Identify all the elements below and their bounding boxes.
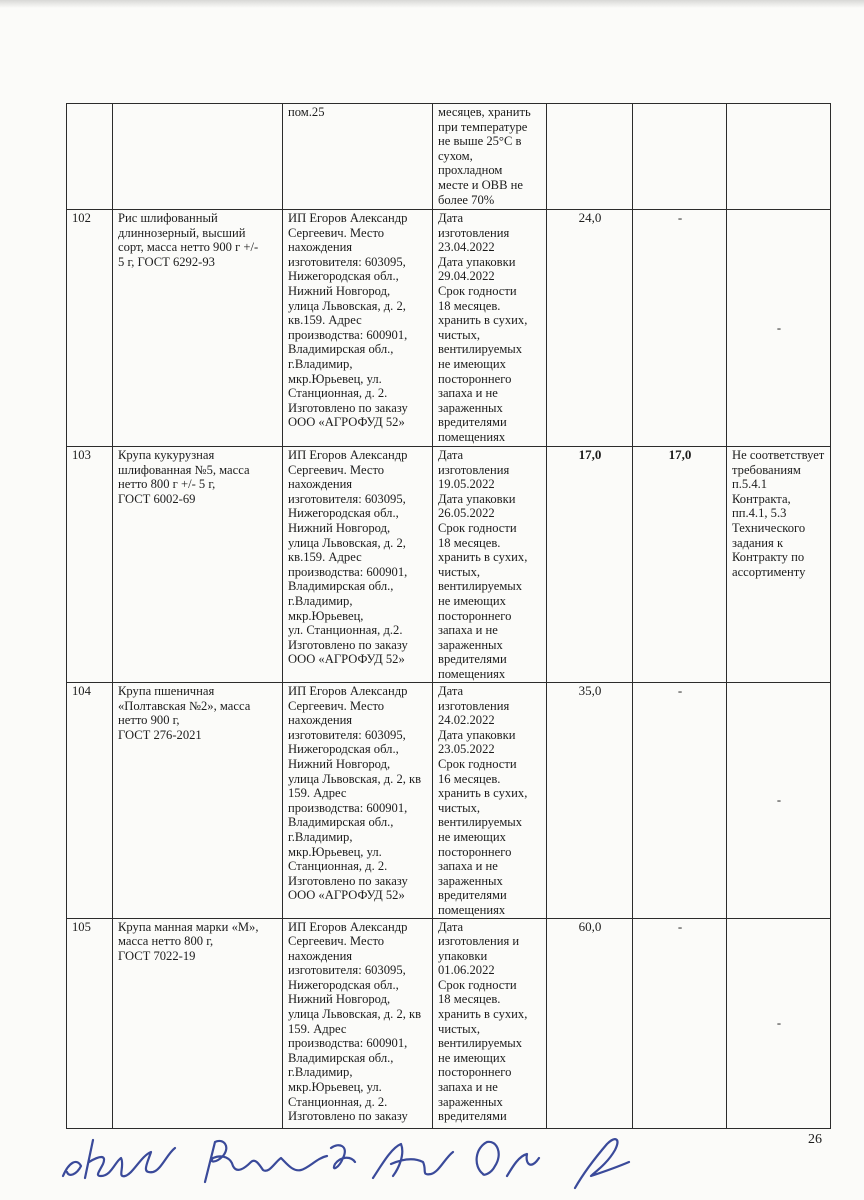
dates-storage-cell: Дата изготовления 24.02.2022 Дата упаковки 23.05.2022 Срок годности 16 месяцев. хранить в сухих, чистых, вентилируемых не имеющих постороннего запаха и не зараженных вредителями помещениях: [433, 683, 547, 919]
row-number-cell: 102: [67, 210, 113, 447]
quantity-cell: [547, 104, 633, 210]
product-name-cell: Крупа манная марки «М», масса нетто 800 г, ГОСТ 7022-19: [113, 918, 283, 1128]
row-number-cell: 104: [67, 683, 113, 919]
page-number: 26: [808, 1132, 822, 1147]
signature-1: [63, 1140, 175, 1178]
products-table: [66, 103, 831, 1129]
signature-5: [575, 1139, 629, 1188]
nonconforming-quantity-cell: 17,0: [633, 447, 727, 683]
table-row-continuation: [67, 104, 831, 210]
signature-3: [373, 1144, 453, 1178]
table-row: [67, 210, 831, 447]
manufacturer-cell: пом.25: [283, 104, 433, 210]
signature-strokes: [63, 1139, 629, 1188]
quantity-cell: 24,0: [547, 210, 633, 447]
product-name-cell: Крупа пшеничная «Полтавская №2», масса нетто 900 г, ГОСТ 276-2021: [113, 683, 283, 919]
note-cell: -: [727, 683, 831, 919]
product-name-cell: Рис шлифованный длиннозерный, высший сорт, масса нетто 900 г +/- 5 г, ГОСТ 6292-93: [113, 210, 283, 447]
manufacturer-cell: ИП Егоров Александр Сергеевич. Место нахождения изготовителя: 603095, Нижегородская обл., Нижний Новгород, улица Львовская, д. 2, кв.159. Адрес производства: 600901, Владимирская обл., г.Владимир, мкр.Юрьевец, ул. Станционная, д.2. Изготовлено по заказу ООО «АГРОФУД 52»: [283, 447, 433, 683]
quantity-cell: 60,0: [547, 918, 633, 1128]
table-row: [67, 683, 831, 919]
manufacturer-cell: ИП Егоров Александр Сергеевич. Место нахождения изготовителя: 603095, Нижегородская обл., Нижний Новгород, улица Львовская, д. 2, кв 159. Адрес производства: 600901, Владимирская обл., г.Владимир, мкр.Юрьевец, ул. Станционная, д. 2. Изготовлено по заказу: [283, 918, 433, 1128]
note-cell: -: [727, 918, 831, 1128]
nonconforming-quantity-cell: -: [633, 683, 727, 919]
dates-storage-cell: месяцев, хранить при температуре не выше 25°С в сухом, прохладном месте и ОВВ не более 70%: [433, 104, 547, 210]
note-cell: -: [727, 210, 831, 447]
dates-storage-cell: Дата изготовления и упаковки 01.06.2022 Срок годности 18 месяцев. хранить в сухих, чистых, вентилируемых не имеющих постороннего запаха и не зараженных вредителями: [433, 918, 547, 1128]
table-row: [67, 918, 831, 1128]
quantity-cell: 35,0: [547, 683, 633, 919]
note-cell: [727, 104, 831, 210]
dates-storage-cell: Дата изготовления 23.04.2022 Дата упаковки 29.04.2022 Срок годности 18 месяцев. хранить в сухих, чистых, вентилируемых не имеющих постороннего запаха и не зараженных вредителями помещениях: [433, 210, 547, 447]
product-name-cell: Крупа кукурузная шлифованная №5, масса нетто 800 г +/- 5 г, ГОСТ 6002-69: [113, 447, 283, 683]
dates-storage-cell: Дата изготовления 19.05.2022 Дата упаковки 26.05.2022 Срок годности 18 месяцев. хранить в сухих, чистых, вентилируемых не имеющих постороннего запаха и не зараженных вредителями помещениях: [433, 447, 547, 683]
note-cell: Не соответствует требованиям п.5.4.1 Контракта, пп.4.1, 5.3 Технического задания к Контракту по ассортименту: [727, 447, 831, 683]
row-number-cell: 105: [67, 918, 113, 1128]
row-number-cell: [67, 104, 113, 210]
signature-2: [205, 1141, 355, 1182]
quantity-cell: 17,0: [547, 447, 633, 683]
nonconforming-quantity-cell: [633, 104, 727, 210]
nonconforming-quantity-cell: -: [633, 210, 727, 447]
product-name-cell: [113, 104, 283, 210]
manufacturer-cell: ИП Егоров Александр Сергеевич. Место нахождения изготовителя: 603095, Нижегородская обл., Нижний Новгород, улица Львовская, д. 2, кв.159. Адрес производства: 600901, Владимирская обл., г.Владимир, мкр.Юрьевец, ул. Станционная, д. 2. Изготовлено по заказу ООО «АГРОФУД 52»: [283, 210, 433, 447]
nonconforming-quantity-cell: -: [633, 918, 727, 1128]
row-number-cell: 103: [67, 447, 113, 683]
page-top-shadow: [0, 0, 864, 8]
table-row: [67, 447, 831, 683]
handwritten-signatures: [55, 1118, 675, 1193]
signature-4: [477, 1142, 539, 1176]
manufacturer-cell: ИП Егоров Александр Сергеевич. Место нахождения изготовителя: 603095, Нижегородская обл., Нижний Новгород, улица Львовская, д. 2, кв 159. Адрес производства: 600901, Владимирская обл., г.Владимир, мкр.Юрьевец, ул. Станционная, д. 2. Изготовлено по заказу ООО «АГРОФУД 52»: [283, 683, 433, 919]
